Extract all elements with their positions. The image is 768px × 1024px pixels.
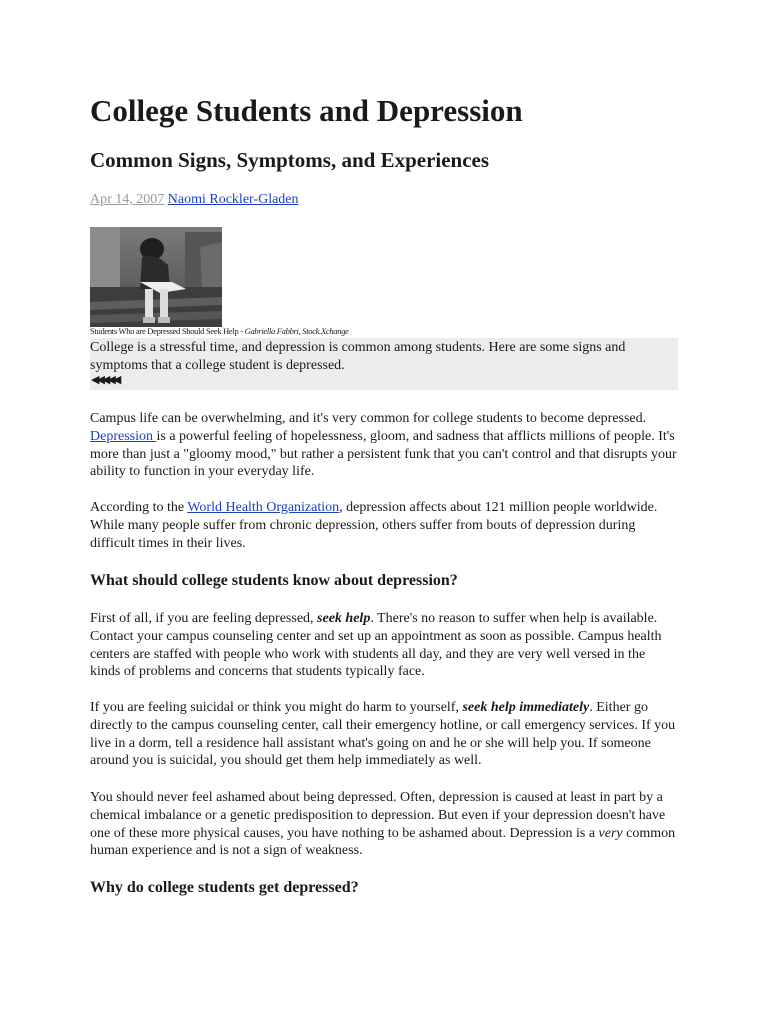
article-subtitle: Common Signs, Symptoms, and Experiences <box>90 148 490 172</box>
article-title: College Students and Depression <box>90 93 523 128</box>
author-link[interactable]: Naomi Rockler-Gladen <box>167 192 299 207</box>
photo-credit: Gabriella Fabbri, Stock.Xchange <box>244 326 349 336</box>
teaser-box <box>90 338 678 390</box>
paragraph-4: If you are feeling suicidal or think you might do harm to yourself, seek help immediately. Either go directly to the campus counseling center, call their emergency hotline, or call emergency services. If you live in a dorm, tell a residence hall assistant what's going on and he or she will help you. If someone around you is suicidal, you should get them help immediately as well. <box>90 700 676 769</box>
byline <box>90 192 299 208</box>
paragraph-2: According to the World Health Organization, depression affects about 121 million people worldwide. While many people suffer from chronic depression, others suffer from bouts of depression during difficult times in their lives. <box>90 500 658 551</box>
rating-arrows-icon: ◀◀◀◀◀ <box>91 374 119 386</box>
depression-link[interactable]: Depression <box>90 428 157 444</box>
paragraph-3: First of all, if you are feeling depressed, seek help. There's no reason to suffer when help is available. Contact your campus counseling center and set up an appointment as soon as possible. Campus health centers are staffed with people who work with students all day, and they are very well versed in the kinds of problems and concerns that students typically face. <box>90 611 662 680</box>
student-photo-image <box>90 227 222 327</box>
article-photo <box>90 227 222 327</box>
teaser-text: College is a stressful time, and depression is common among students. Here are some signs and symptoms that a college student is depressed. <box>90 340 626 373</box>
who-link[interactable]: World Health Organization <box>187 500 340 515</box>
paragraph-5: You should never feel ashamed about being depressed. Often, depression is caused at least in part by a chemical imbalance or a genetic predisposition to depression. But even if your depression doesn't have one of these more physical causes, you have nothing to be ashamed about. Depression is a very common human experience and is not a sign of weakness. <box>90 790 676 859</box>
photo-caption <box>90 326 349 336</box>
paragraph-1: Campus life can be overwhelming, and it's very common for college students to become depressed. Depression is a powerful feeling of hopelessness, gloom, and sadness that afflicts millions of people. It's more than just a "gloomy mood," but rather a persistent funk that you can't control and that disrupts your ability to function in your everyday life. <box>90 411 677 480</box>
publish-date: Apr 14, 2007 <box>90 192 165 207</box>
photo-caption-text: Students Who are Depressed Should Seek Help - <box>90 326 245 336</box>
section-heading-know: What should college students know about depression? <box>90 572 458 589</box>
section-heading-why: Why do college students get depressed? <box>90 879 359 896</box>
